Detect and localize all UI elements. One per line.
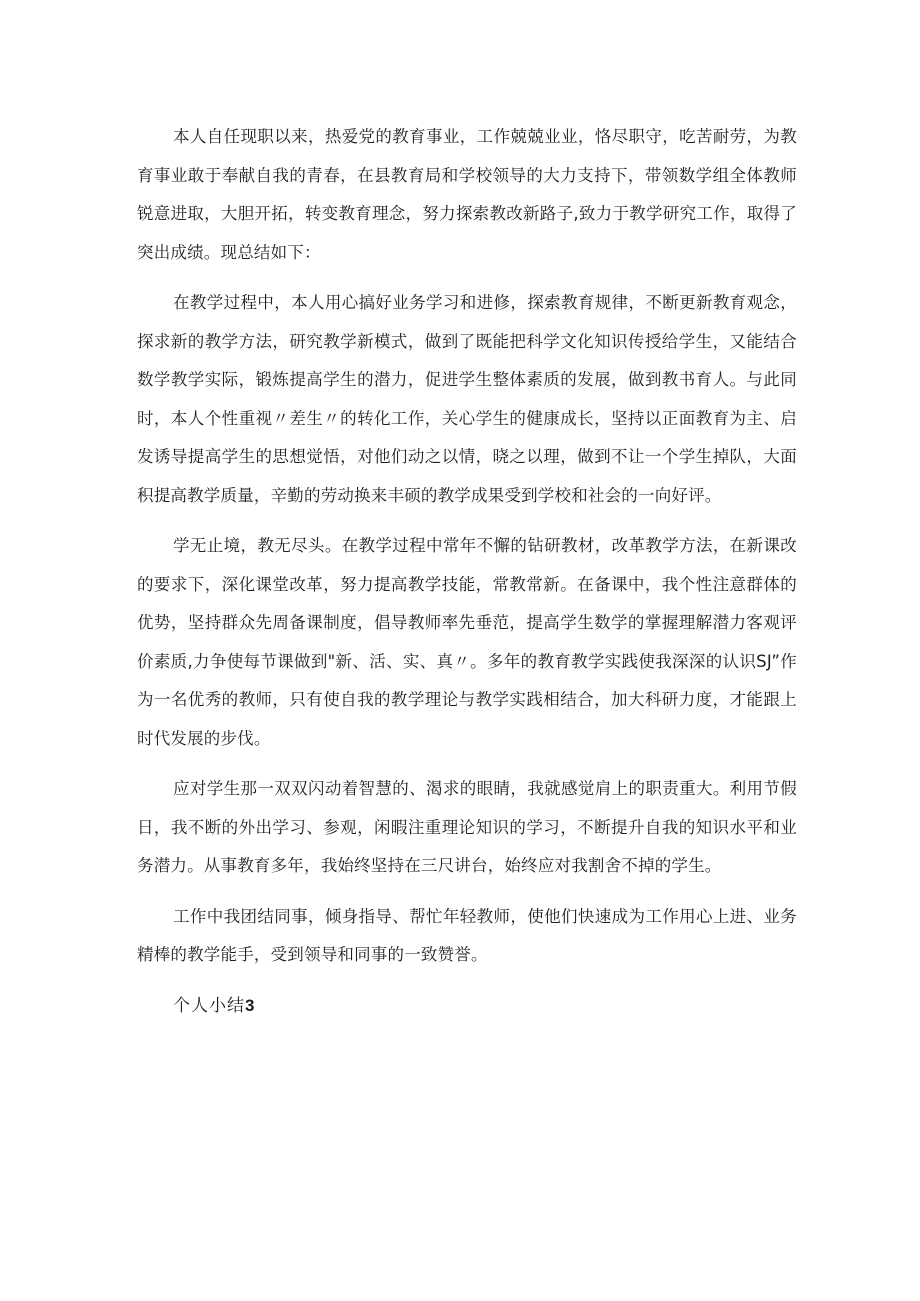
paragraph-5: 工作中我团结同事，倾身指导、帮忙年轻教师，使他们快速成为工作用心上进、业务精棒的教学能手，受到领导和同事的一致赞誉。 [137,906,797,964]
section-heading-text: 个人小结 [173,995,245,1016]
document-body [137,118,797,1025]
section-heading-number: 3 [245,995,256,1015]
section-heading [173,987,797,1025]
paragraph-2: 在教学过程中，本人用心搞好业务学习和进修，探索教育规律，不断更新教育观念，探求新的教学方法，研究教学新模式，做到了既能把科学文化知识传授给学生，又能结合数学教学实际，锻炼提高学生的潜力，促进学生整体素质的发展，做到教书育人。与此同时，本人个性重视〃差生〃的转化工作，关心学生的健康成长，坚持以正面教育为主、启发诱导提高学生的思想觉悟，对他们动之以情，晓之以理，做到不让一个学生掉队，大面积提高教学质量，辛勤的劳动换来丰硕的教学成果受到学校和社会的一向好评。 [137,293,797,505]
paragraph-3: 学无止境，教无尽头。在教学过程中常年不懈的钻研教材，改革教学方法，在新课改的要求下，深化课堂改革，努力提高教学技能，常教常新。在备课中，我个性注意群体的优势，坚持群众先周备课制度，倡导教师率先垂范，提高学生数学的掌握理解潜力客观评价素质,力争使每节课做到"新、活、实、真〃。多年的教育教学实践使我深深的认识SJ”作为一名优秀的教师，只有使自我的教学理论与教学实践相结合，加大科研力度，才能跟上时代发展的步伐。 [137,536,797,748]
paragraph-4: 应对学生那一双双闪动着智慧的、渴求的眼睛，我就感觉肩上的职责重大。利用节假日，我不断的外出学习、参观，闲暇注重理论知识的学习，不断提升自我的知识水平和业务潜力。从事教育多年，我始终坚持在三尺讲台，始终应对我割舍不掉的学生。 [137,779,797,875]
paragraph-1: 本人自任现职以来，热爱党的教育事业，工作兢兢业业，恪尽职守，吃苦耐劳，为教育事业敢于奉献自我的青春，在县教育局和学校领导的大力支持下，带领数学组全体教师锐意进取，大胆开拓，转变教育理念，努力探索教改新路子,致力于教学研究工作，取得了突出成绩。现总结如下： [137,127,797,262]
